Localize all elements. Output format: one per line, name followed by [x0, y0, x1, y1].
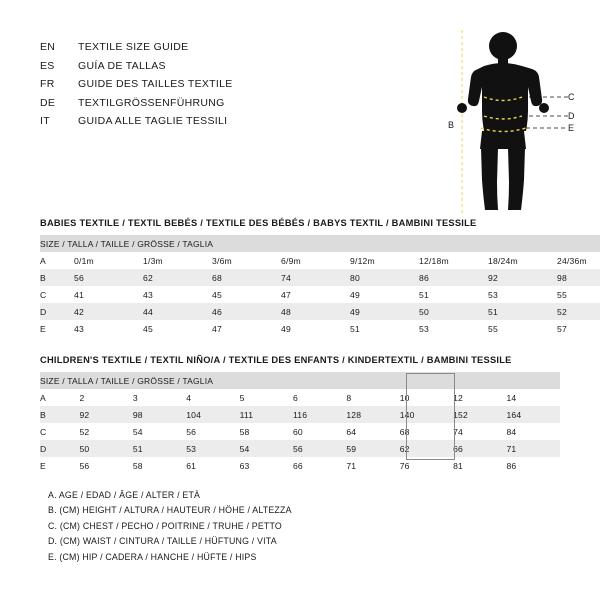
cell: 46 [212, 303, 281, 320]
cell: 86 [419, 269, 488, 286]
cell: 54 [133, 423, 186, 440]
children-table-title: CHILDREN'S TEXTILE / TEXTIL NIÑO/A / TEXTILE DES ENFANTS / KINDERTEXTIL / BAMBINI TESSILE [40, 355, 512, 365]
cell: 55 [557, 286, 600, 303]
cell-highlighted: 66 [453, 440, 506, 457]
cell: 56 [74, 269, 143, 286]
cell: 47 [281, 286, 350, 303]
cell-highlighted: 152 [453, 406, 506, 423]
cell: 49 [281, 320, 350, 337]
cell: 58 [240, 423, 293, 440]
language-row-es [40, 57, 370, 76]
cell: 104 [186, 406, 239, 423]
table-row [40, 457, 560, 474]
table-row [40, 303, 600, 320]
babies-section [40, 218, 587, 337]
cell: 51 [133, 440, 186, 457]
cell: 2 [79, 389, 132, 406]
cell: 45 [212, 286, 281, 303]
language-code: IT [40, 115, 50, 128]
cell: 74 [281, 269, 350, 286]
figure-label-e: E [568, 123, 575, 133]
cell: 55 [488, 320, 557, 337]
language-code: ES [40, 59, 55, 72]
row-label: D [40, 303, 74, 320]
table-header-row [40, 372, 560, 389]
legend-item-c: C. (CM) CHEST / PECHO / POITRINE / TRUHE / PETTO [48, 520, 282, 531]
cell: 71 [506, 440, 560, 457]
cell: 57 [557, 320, 600, 337]
cell: 62 [400, 440, 453, 457]
cell: 47 [212, 320, 281, 337]
table-row [40, 423, 560, 440]
cell: 80 [350, 269, 419, 286]
babies-table-title: BABIES TEXTILE / TEXTIL BEBÉS / TEXTILE DES BÉBÉS / BABYS TEXTIL / BAMBINI TESSILE [40, 218, 477, 228]
cell: 92 [488, 269, 557, 286]
cell: 53 [488, 286, 557, 303]
language-title: TEXTILGRÖSSENFÜHRUNG [78, 96, 225, 109]
cell: 60 [293, 423, 346, 440]
cell: 56 [79, 457, 132, 474]
cell: 44 [143, 303, 212, 320]
legend-item-a: A. AGE / EDAD / ÂGE / ALTER / ETÀ [48, 490, 201, 500]
figure-label-c: C [568, 92, 575, 102]
language-code: EN [40, 41, 56, 53]
table-row [40, 406, 560, 423]
children-section [40, 355, 560, 474]
cell: 68 [212, 269, 281, 286]
cell: 43 [74, 320, 143, 337]
measurement-figure [440, 28, 580, 218]
cell: 14 [506, 389, 560, 406]
cell: 66 [293, 457, 346, 474]
cell: 76 [400, 457, 453, 474]
language-title: TEXTILE SIZE GUIDE [78, 41, 189, 53]
cell: 68 [400, 423, 453, 440]
cell: 24/36m [557, 252, 600, 269]
legend-item-e: E. (CM) HIP / CADERA / HANCHE / HÜFTE / HIPS [48, 551, 257, 562]
table-row [40, 440, 560, 457]
table-row [40, 252, 600, 269]
cell: 51 [419, 286, 488, 303]
language-row-it [40, 112, 370, 131]
cell: 116 [293, 406, 346, 423]
cell: 56 [293, 440, 346, 457]
row-label: E [40, 320, 74, 337]
language-title: GUÍA DE TALLAS [78, 59, 166, 72]
figure-label-b: B [448, 120, 455, 130]
cell: 10 [400, 389, 453, 406]
cell: 1/3m [143, 252, 212, 269]
child-body-silhouette-icon [440, 28, 580, 218]
cell: 50 [419, 303, 488, 320]
cell: 164 [506, 406, 560, 423]
cell: 52 [79, 423, 132, 440]
table-row [40, 320, 600, 337]
cell: 50 [79, 440, 132, 457]
cell: 8 [346, 389, 399, 406]
cell: 51 [488, 303, 557, 320]
language-code: DE [40, 96, 56, 109]
cell: 0/1m [74, 252, 143, 269]
cell: 5 [240, 389, 293, 406]
children-size-header: SIZE / TALLA / TAILLE / GRÖSSE / TAGLIA [40, 372, 560, 389]
table-row [40, 269, 600, 286]
cell: 64 [346, 423, 399, 440]
cell: 63 [240, 457, 293, 474]
row-label: C [40, 286, 74, 303]
children-size-table [40, 372, 560, 474]
cell: 48 [281, 303, 350, 320]
cell-highlighted: 12 [453, 389, 506, 406]
cell: 4 [186, 389, 239, 406]
language-title-block [40, 38, 370, 131]
row-label: D [40, 440, 79, 457]
cell: 18/24m [488, 252, 557, 269]
language-title: GUIDE DES TAILLES TEXTILE [78, 78, 233, 91]
row-label: A [40, 252, 74, 269]
row-label: B [40, 406, 79, 423]
cell: 111 [240, 406, 293, 423]
babies-size-table [40, 235, 600, 337]
cell: 9/12m [350, 252, 419, 269]
cell: 71 [346, 457, 399, 474]
language-title: GUIDA ALLE TAGLIE TESSILI [78, 115, 228, 128]
language-row-de [40, 94, 370, 113]
row-label: E [40, 457, 79, 474]
table-header-row [40, 235, 600, 252]
language-row-en [40, 38, 370, 57]
cell: 84 [506, 423, 560, 440]
legend-block [48, 488, 568, 565]
cell: 6 [293, 389, 346, 406]
row-label: A [40, 389, 79, 406]
figure-label-d: D [568, 111, 575, 121]
cell: 12/18m [419, 252, 488, 269]
cell: 98 [557, 269, 600, 286]
cell: 92 [79, 406, 132, 423]
language-row-fr [40, 75, 370, 94]
cell: 53 [419, 320, 488, 337]
cell: 51 [350, 320, 419, 337]
row-label: B [40, 269, 74, 286]
cell-highlighted: 81 [453, 457, 506, 474]
cell: 6/9m [281, 252, 350, 269]
cell: 52 [557, 303, 600, 320]
cell-highlighted: 74 [453, 423, 506, 440]
language-code: FR [40, 78, 55, 91]
cell: 128 [346, 406, 399, 423]
cell: 54 [240, 440, 293, 457]
legend-item-d: D. (CM) WAIST / CINTURA / TAILLE / HÜFTUNG / VITA [48, 536, 277, 547]
cell: 61 [186, 457, 239, 474]
cell: 58 [133, 457, 186, 474]
cell: 3 [133, 389, 186, 406]
legend-item-b: B. (CM) HEIGHT / ALTURA / HAUTEUR / HÖHE / ALTEZZA [48, 505, 292, 516]
cell: 62 [143, 269, 212, 286]
cell: 56 [186, 423, 239, 440]
cell: 3/6m [212, 252, 281, 269]
table-row [40, 286, 600, 303]
cell: 86 [506, 457, 560, 474]
cell: 49 [350, 286, 419, 303]
cell: 42 [74, 303, 143, 320]
cell: 140 [400, 406, 453, 423]
row-label: C [40, 423, 79, 440]
cell: 45 [143, 320, 212, 337]
cell: 53 [186, 440, 239, 457]
cell: 49 [350, 303, 419, 320]
table-row [40, 389, 560, 406]
cell: 43 [143, 286, 212, 303]
babies-size-header: SIZE / TALLA / TAILLE / GRÖSSE / TAGLIA [40, 235, 600, 252]
cell: 59 [346, 440, 399, 457]
cell: 98 [133, 406, 186, 423]
cell: 41 [74, 286, 143, 303]
